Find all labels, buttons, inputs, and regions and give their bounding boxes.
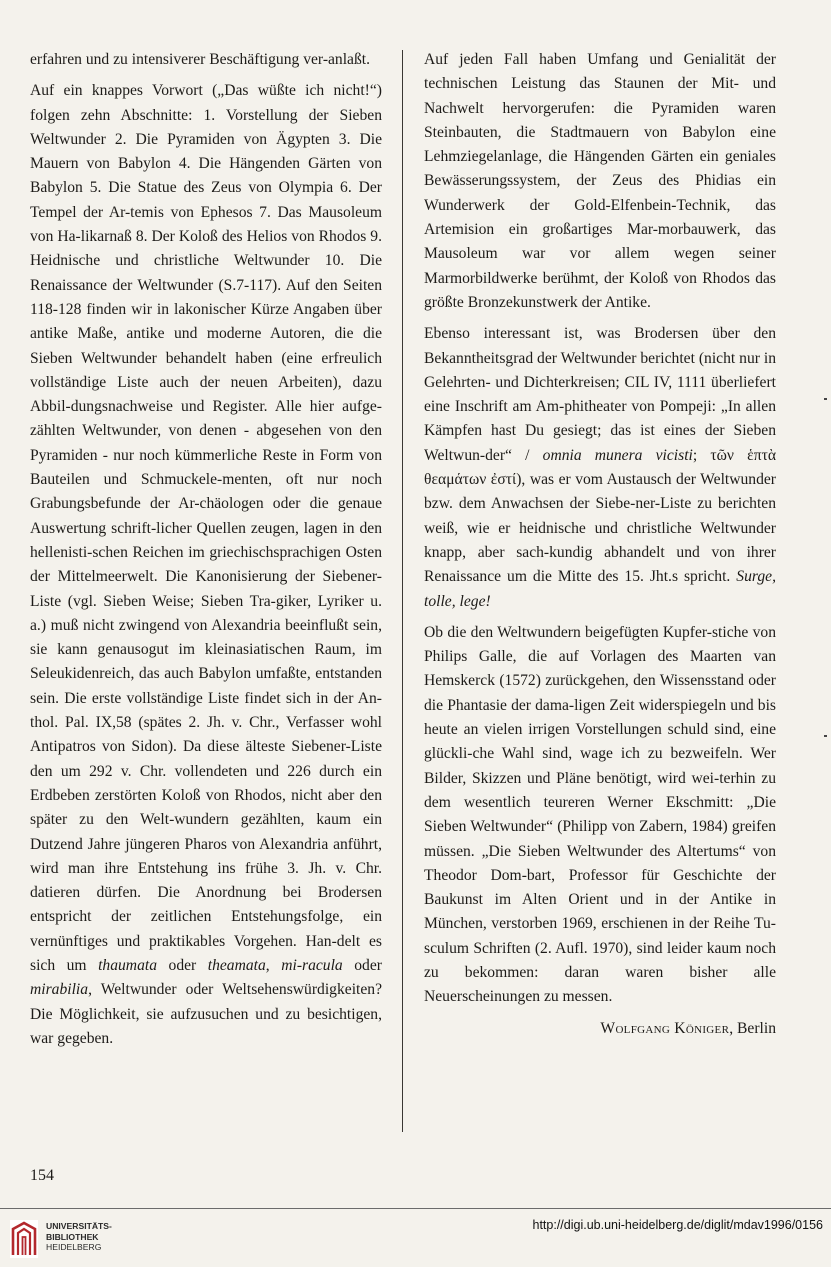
permalink-url[interactable]: http://digi.ub.uni-heidelberg.de/diglit/mdav1996/0156 [532, 1218, 823, 1232]
paragraph-text: Ebenso interessant ist, was Brodersen über den Bekanntheitsgrad der Weltwunder berichtet (nicht nur in Gelehrten- und Dichterkreisen; CIL IV, 1111 überliefert eine Inschrift am Am-phitheater von Pompeji: „In allen Kämpfen hast Du gesiegt; das ist eines der Sieben Weltwun-der“ / [424, 325, 776, 464]
paragraph-text: oder [354, 956, 382, 974]
logo-line: UNIVERSITÄTS- [46, 1221, 112, 1231]
page-number: 154 [30, 1167, 54, 1184]
paragraph-text: , [265, 956, 270, 974]
latin-quote: Surge, tolle, lege! [424, 568, 776, 610]
scan-edge-mark [824, 398, 827, 400]
paragraph-text: , Weltwunder oder Weltsehenswürdigkeiten? Die Möglichkeit, sie aufzusuchen und zu besichtigen, war gegeben. [30, 981, 382, 1047]
latin-term: mi-racula [281, 956, 343, 974]
library-logo-text [46, 1221, 112, 1253]
paragraph-text: oder [168, 956, 197, 974]
logo-line: BIBLIOTHEK [46, 1231, 99, 1242]
left-text-column [30, 48, 382, 1058]
paragraph-text: erfahren und zu intensiverer Beschäftigung ver-anlaßt. [30, 51, 371, 68]
latin-term: thaumata [98, 956, 157, 974]
paragraph [424, 48, 776, 315]
paragraph-text: Ob die den Weltwundern beigefügten Kupfer-stiche von Philips Galle, die auf Vorlagen des Maarten van Hemskerck (1572) zurückgehen, den Wissensstand oder die Phantasie der dama-ligen Zeit widerspiegeln und bis heute an vielen irrigen Vorstellungen schuld sind, eine glückli-che Wahl sind, wage ich zu bezweifeln. Wer Bilder, Skizzen und Pläne benötigt, wird wei-terhin zu dem wesentlich teureren Werner Ekschmitt: „Die Sieben Weltwunder“ (Philipp von Zabern, 1984) greifen müssen. „Die Sieben Weltwunder des Altertums“ von Theodor Dom-bart, Professor für Geschichte der Baukunst im Alten Orient und in der Antike in München, verstorben 1969, erschienen in der Reihe Tu-sculum Schriften (2. Aufl. 1970), sind leider kaum noch zu bekommen: daran waren bisher alle Neuerscheinungen zu messen. [424, 623, 776, 1006]
author-signature [424, 1017, 776, 1041]
greek-quote: τῶν ἑπτὰ θεαμάτων ἐστί [424, 446, 777, 489]
paragraph-text: ), was er vom Austausch der Weltwunder bzw. dem Anwachsen der Siebe-ner-Liste zu berichten weiß, wie er heidnische und christliche Weltwunder knapp, aber sach-kundig abhandelt und von ihrer Renaissance um die Mitte des 15. Jht.s spricht. [424, 471, 777, 586]
author-place: , Berlin [729, 1019, 776, 1037]
paragraph [30, 79, 382, 1051]
column-divider [402, 50, 403, 1132]
scan-edge-mark [824, 735, 827, 737]
latin-quote: omnia munera vicisti [542, 446, 693, 464]
paragraph [424, 621, 776, 1010]
right-text-column [424, 48, 776, 1041]
footer-divider [0, 1208, 831, 1209]
latin-term: theamata [207, 956, 266, 974]
paragraph-text: Auf ein knappes Vorwort („Das wüßte ich nicht!“) folgen zehn Abschnitte: 1. Vorstellung der Sieben Weltwunder 2. Die Pyramiden von Ägypten 3. Die Mauern von Babylon 4. Die Hängenden Gärten von Babylon 5. Die Statue des Zeus von Olympia 6. Der Tempel der Ar-temis von Ephesos 7. Das Mausoleum von Ha-likarnaß 8. Der Koloß des Helios von Rhodos 9. Heidnische und christliche Weltwunder 10. Die Renaissance der Weltwunder (S.7-117). Auf den Seiten 118-128 finden wir in lakonischer Kürze Angaben über antike Maße, antike und moderne Autoren, die die Sieben Weltwunder behandelt haben (eine erfreulich vollständige Liste auch der neuen Arbeiten), dazu Abbil-dungsnachweise und Register. Alle hier aufge-zählten Weltwunder, von denen - abgesehen von den Pyramiden - nur noch kümmerliche Reste in Form von Bauteilen und Schmuckele-menten, oft nur noch Grabungsbefunde der Ar-chäologen oder die genaue Auswertung schrift-licher Quellen zeugen, lagen in den hellenisti-schen Reichen im griechischsprachigen Osten der Mittelmeerwelt. Die Kanonisierung der Siebener-Liste (vgl. Sieben Weise; Sieben Tra-giker, Lyriker u. a.) muß nicht zwingend von Alexandria beeinflußt sein, sie kann genausogut im kleinasiatischen Raum, im Seleukidenreich, das auch Babylon umfaßte, entstanden sein. Die erste vollständige Liste findet sich in der An-thol. Pal. IX,58 (spätes 2. Jh. v. Chr., Verfasser wohl Antipatros von Sidon). Da diese älteste Siebener-Liste den um 292 v. Chr. vollendeten und 226 durch ein Erdbeben zerstörten Koloß von Rhodos, nicht aber den später zu den Welt-wundern gezählten, kaum ein Dutzend Jahre jüngeren Pharos von Alexandria anführt, wird man ihre Entstehung ins frühe 3. Jh. v. Chr. datieren dürfen. Die Anordnung bei Brodersen entspricht der zeitlichen Entstehungsfolge, ein vernünftiges und praktikables Vorgehen. Han-delt es sich um [30, 82, 382, 974]
library-logo-icon [10, 1220, 38, 1258]
paragraph [30, 48, 382, 72]
paragraph-text: Auf jeden Fall haben Umfang und Genialität der technischen Leistung das Staunen der Mit- und Nachwelt hervorgerufen: die Pyramiden waren Steinbauten, die Stadtmauern von Babylon eine Lehmziegelanlage, die Hängenden Gärten ein geniales Bewässerungssystem, der Zeus des Phidias ein Wunderwerk der Gold-Elfenbein-Technik, das Artemision ein großartiges Mar-morbauwerk, das Mausoleum war vor allem wegen seiner Marmorbildwerke berühmt, der Koloß von Rhodos das größte Bronzekunstwerk der Antike. [424, 51, 776, 311]
latin-term: mirabilia [30, 981, 89, 999]
paragraph [424, 322, 776, 614]
paragraph-text: ; [692, 446, 698, 464]
author-name: Wolfgang Königer [600, 1019, 730, 1037]
logo-line: HEIDELBERG [46, 1242, 102, 1252]
library-logo[interactable] [6, 1218, 126, 1260]
